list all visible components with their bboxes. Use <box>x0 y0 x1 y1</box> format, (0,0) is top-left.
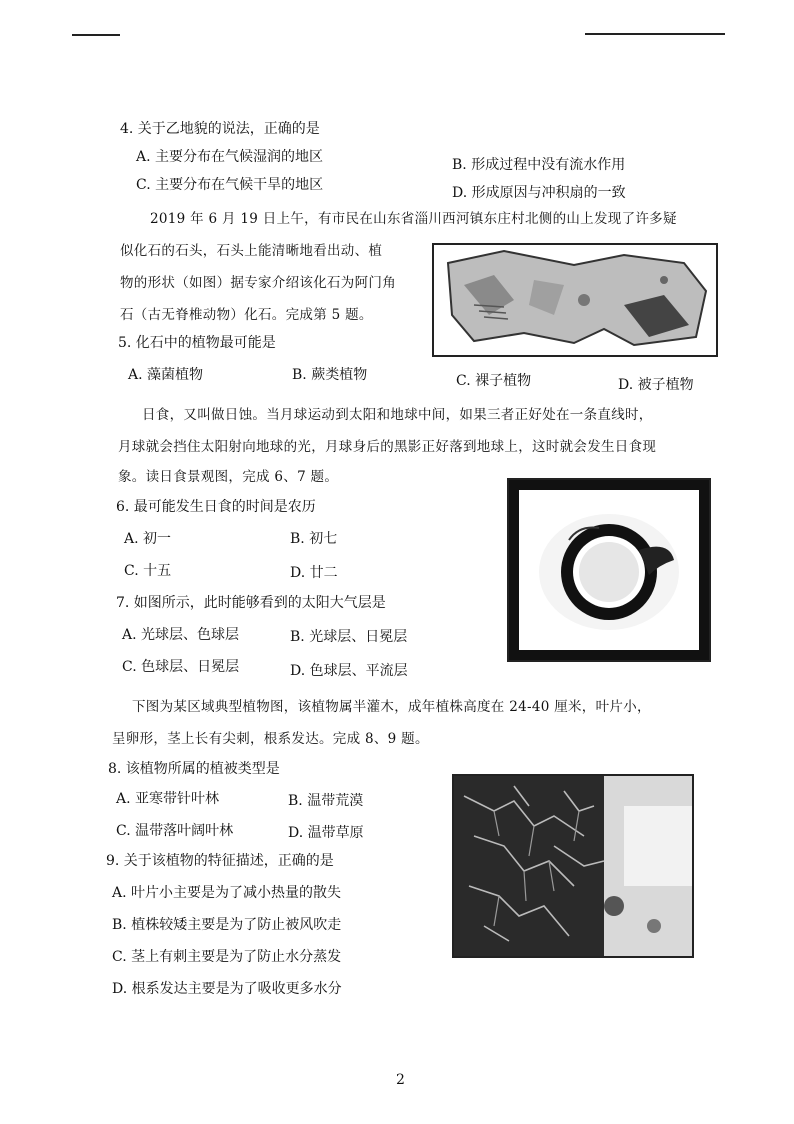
q7-option-b: B. 光球层、日冕层 <box>290 629 408 645</box>
top-rule-right <box>585 33 725 35</box>
fossil-intro-line3: 物的形状（如图）据专家介绍该化石为阿门角 <box>120 275 396 291</box>
q7-option-a: A. 光球层、色球层 <box>122 627 240 643</box>
q6-option-b: B. 初七 <box>290 531 338 547</box>
q9-option-d: D. 根系发达主要是为了吸收更多水分 <box>112 981 342 997</box>
q9-option-b: B. 植株较矮主要是为了防止被风吹走 <box>112 917 342 933</box>
shrub-illustration <box>454 776 692 956</box>
q7-option-c: C. 色球层、日冕层 <box>122 659 240 675</box>
q5-option-a: A. 藻菌植物 <box>128 367 204 383</box>
fossil-photo <box>432 243 718 357</box>
q7-option-d: D. 色球层、平流层 <box>290 663 408 679</box>
q4-option-a: A. 主要分布在气候湿润的地区 <box>136 149 324 165</box>
q8-option-c: C. 温带落叶阔叶林 <box>116 823 234 839</box>
q7-stem: 7. 如图所示，此时能够看到的太阳大气层是 <box>116 595 386 611</box>
q4-option-d: D. 形成原因与冲积扇的一致 <box>452 185 626 201</box>
q8-option-d: D. 温带草原 <box>288 825 364 841</box>
top-rule-left <box>72 34 120 36</box>
q9-stem: 9. 关于该植物的特征描述，正确的是 <box>106 853 334 869</box>
q6-option-c: C. 十五 <box>124 563 172 579</box>
q4-option-c: C. 主要分布在气候干旱的地区 <box>136 177 324 193</box>
q5-option-b: B. 蕨类植物 <box>292 367 368 383</box>
fossil-intro-line4: 石（古无脊椎动物）化石。完成第 5 题。 <box>120 307 373 323</box>
q5-option-d: D. 被子植物 <box>618 377 694 393</box>
eclipse-intro-line1: 日食，又叫做日蚀。当月球运动到太阳和地球中间，如果三者正好处在一条直线时， <box>142 407 653 423</box>
solar-eclipse-illustration <box>509 480 709 660</box>
q6-option-d: D. 廿二 <box>290 565 338 581</box>
q8-option-a: A. 亚寒带针叶林 <box>116 791 220 807</box>
plant-photo <box>452 774 694 958</box>
q6-option-a: A. 初一 <box>124 531 172 547</box>
q6-stem: 6. 最可能发生日食的时间是农历 <box>116 499 316 515</box>
fossil-intro-line2: 似化石的石头，石头上能清晰地看出动、植 <box>120 243 383 259</box>
fossil-rock-illustration <box>434 245 716 355</box>
q9-option-c: C. 茎上有刺主要是为了防止水分蒸发 <box>112 949 342 965</box>
q8-stem: 8. 该植物所属的植被类型是 <box>108 761 280 777</box>
eclipse-photo <box>507 478 711 662</box>
q9-option-a: A. 叶片小主要是为了减小热量的散失 <box>112 885 342 901</box>
eclipse-intro-line2: 月球就会挡住太阳射向地球的光，月球身后的黑影正好落到地球上，这时就会发生日食现 <box>118 439 657 455</box>
q4-option-b: B. 形成过程中没有流水作用 <box>452 157 626 173</box>
plant-intro-line1: 下图为某区域典型植物图，该植物属半灌木，成年植株高度在 24-40 厘米，叶片小， <box>132 699 651 715</box>
page-number: 2 <box>396 1072 405 1088</box>
q4-stem: 4. 关于乙地貌的说法，正确的是 <box>120 121 320 137</box>
plant-intro-line2: 呈卵形，茎上长有尖刺，根系发达。完成 8、9 题。 <box>112 731 429 747</box>
q5-stem: 5. 化石中的植物最可能是 <box>118 335 276 351</box>
fossil-intro-line1: 2019 年 6 月 19 日上午，有市民在山东省淄川西河镇东庄村北侧的山上发现了许多疑 <box>150 211 677 227</box>
eclipse-intro-line3: 象。读日食景观图，完成 6、7 题。 <box>118 469 339 485</box>
q8-option-b: B. 温带荒漠 <box>288 793 364 809</box>
q5-option-c: C. 裸子植物 <box>456 373 532 389</box>
